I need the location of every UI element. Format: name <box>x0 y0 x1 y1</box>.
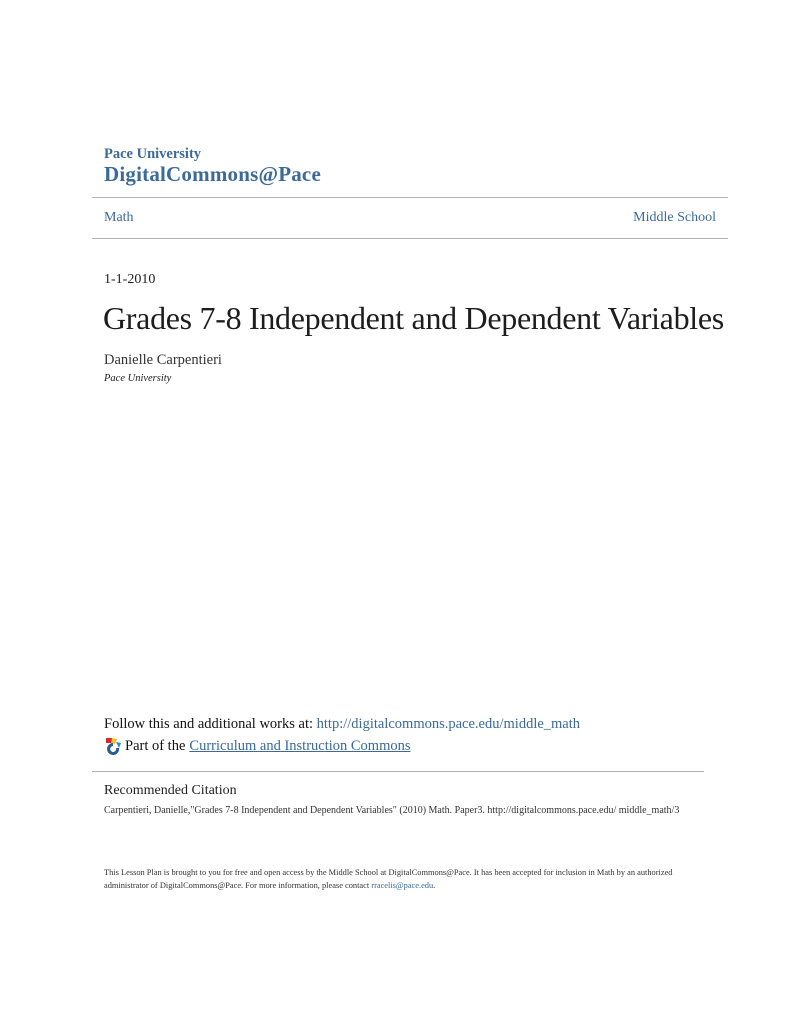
follow-prefix: Follow this and additional works at: <box>104 716 317 732</box>
access-statement <box>104 866 704 892</box>
citation-text: Carpentieri, Danielle,"Grades 7-8 Independent and Dependent Variables" (2010) Math. Paper3. http://digitalcommons.pace.edu/ middle_math/3 <box>104 805 680 816</box>
commons-network-icon <box>104 738 122 755</box>
site-name[interactable]: DigitalCommons@Pace <box>104 162 321 186</box>
publication-date: 1-1-2010 <box>104 272 156 287</box>
discipline-commons-link[interactable]: Curriculum and Instruction Commons <box>189 738 411 754</box>
citation-heading: Recommended Citation <box>104 783 237 798</box>
access-statement-text: This Lesson Plan is brought to you for free and open access by the Middle School at DigitalCommons@Pace. It has been accepted for inclusion in Math by an authorized administrator of DigitalCommons@Pace. For more information, please contact <box>104 868 673 890</box>
author-name: Danielle Carpentieri <box>104 352 222 368</box>
access-statement-end: . <box>433 881 436 890</box>
document-title: Grades 7-8 Independent and Dependent Variables <box>103 300 724 336</box>
collection-url-link[interactable]: http://digitalcommons.pace.edu/middle_math <box>316 716 581 732</box>
citation-divider <box>92 771 704 772</box>
nav-link-middle-school[interactable]: Middle School <box>633 210 716 225</box>
part-of-prefix: Part of the <box>125 738 186 754</box>
contact-email-link[interactable]: rracelis@pace.edu <box>371 881 434 890</box>
follow-line <box>104 716 580 733</box>
header-divider-top <box>92 197 728 198</box>
institution-name: Pace University <box>104 146 202 162</box>
author-affiliation: Pace University <box>104 373 172 384</box>
part-of-line <box>104 738 411 755</box>
header-divider-bottom <box>92 238 728 239</box>
nav-link-math[interactable]: Math <box>104 210 134 225</box>
